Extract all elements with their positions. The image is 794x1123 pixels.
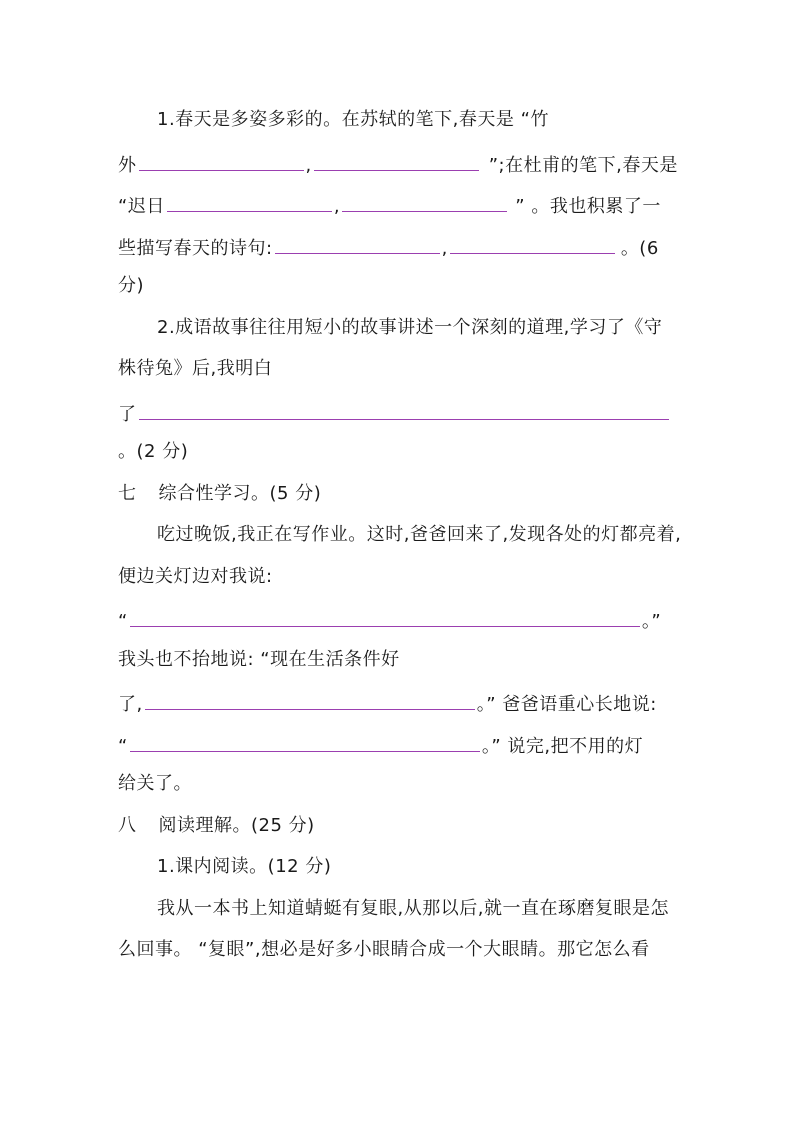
s7-para6 — [118, 731, 643, 759]
text: 些描写春天的诗句: — [118, 238, 273, 259]
text: ” 。我也积累了一 — [509, 196, 661, 217]
answer-blank[interactable] — [314, 150, 479, 171]
section-8-heading — [118, 814, 315, 838]
answer-blank[interactable] — [450, 233, 615, 254]
s7-para5 — [118, 689, 657, 717]
q2-line2: 株待兔》后,我明白 — [118, 358, 273, 379]
section-title: 阅读理解。(25 分) — [158, 815, 315, 836]
answer-blank[interactable] — [139, 150, 304, 171]
q1-line5: 分) — [118, 275, 145, 296]
answer-blank[interactable] — [139, 399, 669, 420]
text: ”;在杜甫的笔下,春天是 — [488, 155, 678, 176]
s8-para2: 么回事。 “复眼”,想必是好多小眼睛合成一个大眼睛。那它怎么看 — [118, 939, 650, 960]
s7-para2: 便边关灯边对我说: — [118, 566, 273, 587]
q2-line4: 。(2 分) — [118, 441, 189, 462]
text: 了, — [118, 694, 143, 715]
text: 外 — [118, 155, 137, 176]
text: 了 — [118, 404, 137, 425]
text: , — [305, 155, 312, 176]
s8-para1: 我从一本书上知道蜻蜓有复眼,从那以后,就一直在琢磨复眼是怎 — [157, 898, 669, 919]
q1-line2 — [118, 150, 678, 178]
q2-line3 — [118, 399, 671, 427]
answer-blank[interactable] — [130, 731, 480, 752]
section-title: 综合性学习。(5 分) — [158, 483, 322, 504]
answer-blank[interactable] — [145, 689, 475, 710]
section-7-heading — [118, 482, 321, 506]
text: 。” — [641, 611, 662, 632]
section-number: 八 — [118, 815, 137, 836]
section-number: 七 — [118, 483, 137, 504]
q2-line1: 2.成语故事往往用短小的故事讲述一个深刻的道理,学习了《守 — [157, 317, 663, 338]
text: , — [441, 238, 448, 259]
answer-blank[interactable] — [342, 191, 507, 212]
answer-blank[interactable] — [275, 233, 440, 254]
text: 。” 爸爸语重心长地说: — [476, 694, 657, 715]
s7-para4: 我头也不抬地说: “现在生活条件好 — [118, 649, 400, 670]
q1-line3 — [118, 191, 661, 219]
answer-blank[interactable] — [130, 606, 640, 627]
text: “ — [118, 736, 128, 757]
text: 。(6 — [620, 238, 659, 259]
q1-line1: 1.春天是多姿多彩的。在苏轼的笔下,春天是 “竹 — [157, 109, 549, 130]
s8-subtitle: 1.课内阅读。(12 分) — [157, 856, 332, 877]
text: “迟日 — [118, 196, 165, 217]
text: 。” 说完,把不用的灯 — [481, 736, 644, 757]
answer-blank[interactable] — [167, 191, 332, 212]
s7-para7: 给关了。 — [118, 773, 192, 794]
q1-line4 — [118, 233, 659, 261]
text: , — [333, 196, 341, 217]
text: “ — [118, 611, 128, 632]
s7-para3 — [118, 606, 661, 634]
s7-para1: 吃过晚饭,我正在写作业。这时,爸爸回来了,发现各处的灯都亮着, — [157, 524, 682, 545]
